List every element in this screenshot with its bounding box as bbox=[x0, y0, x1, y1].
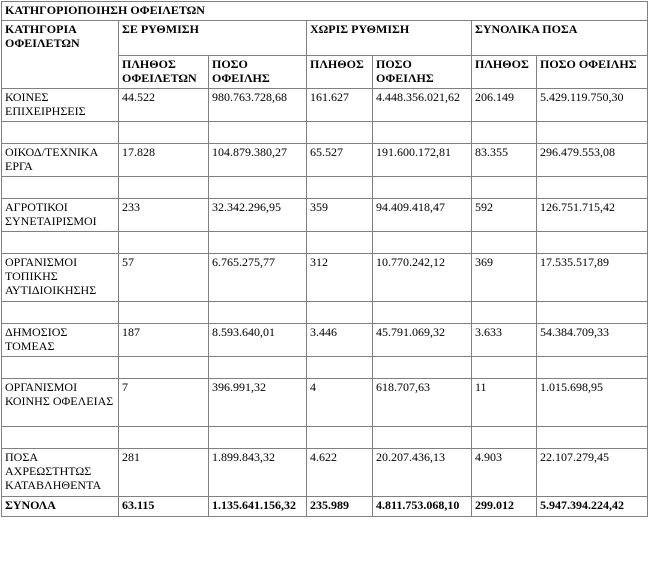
spacer-cell bbox=[472, 122, 537, 144]
row-unreg-amount: 45.791.069,32 bbox=[373, 324, 472, 357]
header-tot-count: ΠΛΗΘΟΣ bbox=[472, 56, 537, 89]
row-unreg-amount: 94.409.418,47 bbox=[373, 199, 472, 232]
row-reg-count: 17.828 bbox=[119, 144, 209, 177]
row-unreg-count: 4 bbox=[307, 379, 373, 427]
totals-unreg-amount: 4.811.753.068,10 bbox=[373, 497, 472, 517]
debtor-categorization-table bbox=[1, 1, 648, 517]
header-reg-count: ΠΛΗΘΟΣ ΟΦΕΙΛΕΤΩΝ bbox=[119, 56, 209, 89]
table-row bbox=[2, 449, 648, 497]
spacer-row bbox=[2, 427, 648, 449]
row-tot-amount: 22.107.279,45 bbox=[537, 449, 648, 497]
spacer-cell bbox=[373, 122, 472, 144]
spacer-cell bbox=[119, 302, 209, 324]
row-reg-amount: 6.765.275,77 bbox=[209, 254, 307, 302]
spacer-cell bbox=[472, 357, 537, 379]
spacer-cell bbox=[537, 357, 648, 379]
spacer-cell bbox=[209, 177, 307, 199]
row-reg-amount: 8.593.640,01 bbox=[209, 324, 307, 357]
row-category: ΟΙΚΟΔ/ΤΕΧΝΙΚΑ ΕΡΓΑ bbox=[2, 144, 119, 177]
row-reg-amount: 396.991,32 bbox=[209, 379, 307, 427]
totals-tot-count: 299.012 bbox=[472, 497, 537, 517]
spacer-row bbox=[2, 177, 648, 199]
spacer-cell bbox=[373, 357, 472, 379]
spacer-row bbox=[2, 302, 648, 324]
header-group-row bbox=[2, 21, 648, 56]
header-tot-amount: ΠΟΣΟ ΟΦΕΙΛΗΣ bbox=[537, 56, 648, 89]
spacer-row bbox=[2, 122, 648, 144]
row-reg-amount: 104.879.380,27 bbox=[209, 144, 307, 177]
spacer-cell bbox=[2, 357, 119, 379]
row-tot-count: 592 bbox=[472, 199, 537, 232]
totals-label: ΣΥΝΟΛΑ bbox=[2, 497, 119, 517]
spacer-cell bbox=[307, 122, 373, 144]
spacer-cell bbox=[119, 357, 209, 379]
spacer-cell bbox=[537, 427, 648, 449]
spacer-cell bbox=[307, 357, 373, 379]
header-group-totals: ΣΥΝΟΛΙΚΑ ΠΟΣΑ bbox=[472, 21, 648, 56]
spacer-cell bbox=[119, 427, 209, 449]
row-unreg-amount: 10.770.242,12 bbox=[373, 254, 472, 302]
row-tot-amount: 126.751.715,42 bbox=[537, 199, 648, 232]
spacer-cell bbox=[373, 177, 472, 199]
row-unreg-amount: 4.448.356.021,62 bbox=[373, 89, 472, 122]
row-reg-count: 57 bbox=[119, 254, 209, 302]
table-row bbox=[2, 89, 648, 122]
row-reg-count: 44.522 bbox=[119, 89, 209, 122]
row-tot-count: 11 bbox=[472, 379, 537, 427]
spacer-cell bbox=[307, 302, 373, 324]
spacer-row bbox=[2, 357, 648, 379]
row-unreg-count: 312 bbox=[307, 254, 373, 302]
row-tot-amount: 1.015.698,95 bbox=[537, 379, 648, 427]
row-tot-count: 369 bbox=[472, 254, 537, 302]
spacer-cell bbox=[373, 232, 472, 254]
debtor-categorization-document bbox=[1, 1, 647, 574]
spacer-cell bbox=[472, 232, 537, 254]
spacer-cell bbox=[119, 177, 209, 199]
totals-row bbox=[2, 497, 648, 517]
row-tot-count: 206.149 bbox=[472, 89, 537, 122]
spacer-cell bbox=[373, 302, 472, 324]
header-group-unregulated: ΧΩΡΙΣ ΡΥΘΜΙΣΗ bbox=[307, 21, 472, 56]
spacer-cell bbox=[307, 427, 373, 449]
row-reg-count: 7 bbox=[119, 379, 209, 427]
row-category: ΑΓΡΟΤΙΚΟΙ ΣΥΝΕΤΑΙΡΙΣΜΟΙ bbox=[2, 199, 119, 232]
row-unreg-amount: 191.600.172,81 bbox=[373, 144, 472, 177]
spacer-cell bbox=[209, 232, 307, 254]
spacer-cell bbox=[2, 427, 119, 449]
row-tot-amount: 54.384.709,33 bbox=[537, 324, 648, 357]
row-unreg-amount: 618.707,63 bbox=[373, 379, 472, 427]
row-category: ΠΟΣΑ ΑΧΡΕΩΣΤΗΤΩΣ ΚΑΤΑΒΛΗΘΕΝΤΑ bbox=[2, 449, 119, 497]
row-unreg-count: 4.622 bbox=[307, 449, 373, 497]
row-category: ΔΗΜΟΣΙΟΣ ΤΟΜΕΑΣ bbox=[2, 324, 119, 357]
header-reg-amount: ΠΟΣΟ ΟΦΕΙΛΗΣ bbox=[209, 56, 307, 89]
row-unreg-count: 65.527 bbox=[307, 144, 373, 177]
spacer-cell bbox=[2, 177, 119, 199]
row-tot-count: 83.355 bbox=[472, 144, 537, 177]
row-reg-amount: 980.763.728,68 bbox=[209, 89, 307, 122]
row-category: ΟΡΓΑΝΙΣΜΟΙ ΤΟΠΙΚΗΣ ΑΥΤΙΔΙΟΙΚΗΣΗΣ bbox=[2, 254, 119, 302]
spacer-cell bbox=[472, 302, 537, 324]
row-unreg-amount: 20.207.436,13 bbox=[373, 449, 472, 497]
table-caption: ΚΑΤΗΓΟΡΙΟΠΟΙΗΣΗ ΟΦΕΙΛΕΤΩΝ bbox=[2, 2, 648, 21]
spacer-cell bbox=[119, 122, 209, 144]
totals-tot-amount: 5.947.394.224,42 bbox=[537, 497, 648, 517]
row-category: ΚΟΙΝΕΣ ΕΠΙΧΕΙΡΗΣΕΙΣ bbox=[2, 89, 119, 122]
spacer-cell bbox=[537, 302, 648, 324]
spacer-cell bbox=[373, 427, 472, 449]
header-unreg-count: ΠΛΗΘΟΣ bbox=[307, 56, 373, 89]
table-row bbox=[2, 144, 648, 177]
totals-reg-amount: 1.135.641.156,32 bbox=[209, 497, 307, 517]
table-row bbox=[2, 324, 648, 357]
table-row bbox=[2, 379, 648, 427]
row-unreg-count: 161.627 bbox=[307, 89, 373, 122]
spacer-cell bbox=[537, 177, 648, 199]
table-row bbox=[2, 254, 648, 302]
spacer-cell bbox=[472, 177, 537, 199]
spacer-cell bbox=[209, 122, 307, 144]
row-tot-amount: 5.429.119.750,30 bbox=[537, 89, 648, 122]
spacer-row bbox=[2, 232, 648, 254]
row-reg-count: 281 bbox=[119, 449, 209, 497]
row-reg-amount: 1.899.843,32 bbox=[209, 449, 307, 497]
row-tot-amount: 296.479.553,08 bbox=[537, 144, 648, 177]
row-reg-amount: 32.342.296,95 bbox=[209, 199, 307, 232]
spacer-cell bbox=[2, 302, 119, 324]
row-category: ΟΡΓΑΝΙΣΜΟΙ ΚΟΙΝΗΣ ΟΦΕΛΕΙΑΣ bbox=[2, 379, 119, 427]
header-category: ΚΑΤΗΓΟΡΙΑ ΟΦΕΙΛΕΤΩΝ bbox=[2, 21, 119, 89]
row-unreg-count: 3.446 bbox=[307, 324, 373, 357]
row-tot-amount: 17.535.517,89 bbox=[537, 254, 648, 302]
caption-row bbox=[2, 2, 648, 21]
spacer-cell bbox=[2, 232, 119, 254]
row-reg-count: 187 bbox=[119, 324, 209, 357]
spacer-cell bbox=[537, 232, 648, 254]
spacer-cell bbox=[307, 232, 373, 254]
spacer-cell bbox=[472, 427, 537, 449]
spacer-cell bbox=[537, 122, 648, 144]
row-tot-count: 3.633 bbox=[472, 324, 537, 357]
spacer-cell bbox=[209, 357, 307, 379]
spacer-cell bbox=[119, 232, 209, 254]
totals-unreg-count: 235.989 bbox=[307, 497, 373, 517]
spacer-cell bbox=[2, 122, 119, 144]
spacer-cell bbox=[209, 427, 307, 449]
row-unreg-count: 359 bbox=[307, 199, 373, 232]
totals-reg-count: 63.115 bbox=[119, 497, 209, 517]
row-reg-count: 233 bbox=[119, 199, 209, 232]
header-group-regulated: ΣΕ ΡΥΘΜΙΣΗ bbox=[119, 21, 307, 56]
table-row bbox=[2, 199, 648, 232]
header-unreg-amount: ΠΟΣΟ ΟΦΕΙΛΗΣ bbox=[373, 56, 472, 89]
spacer-cell bbox=[209, 302, 307, 324]
spacer-cell bbox=[307, 177, 373, 199]
row-tot-count: 4.903 bbox=[472, 449, 537, 497]
